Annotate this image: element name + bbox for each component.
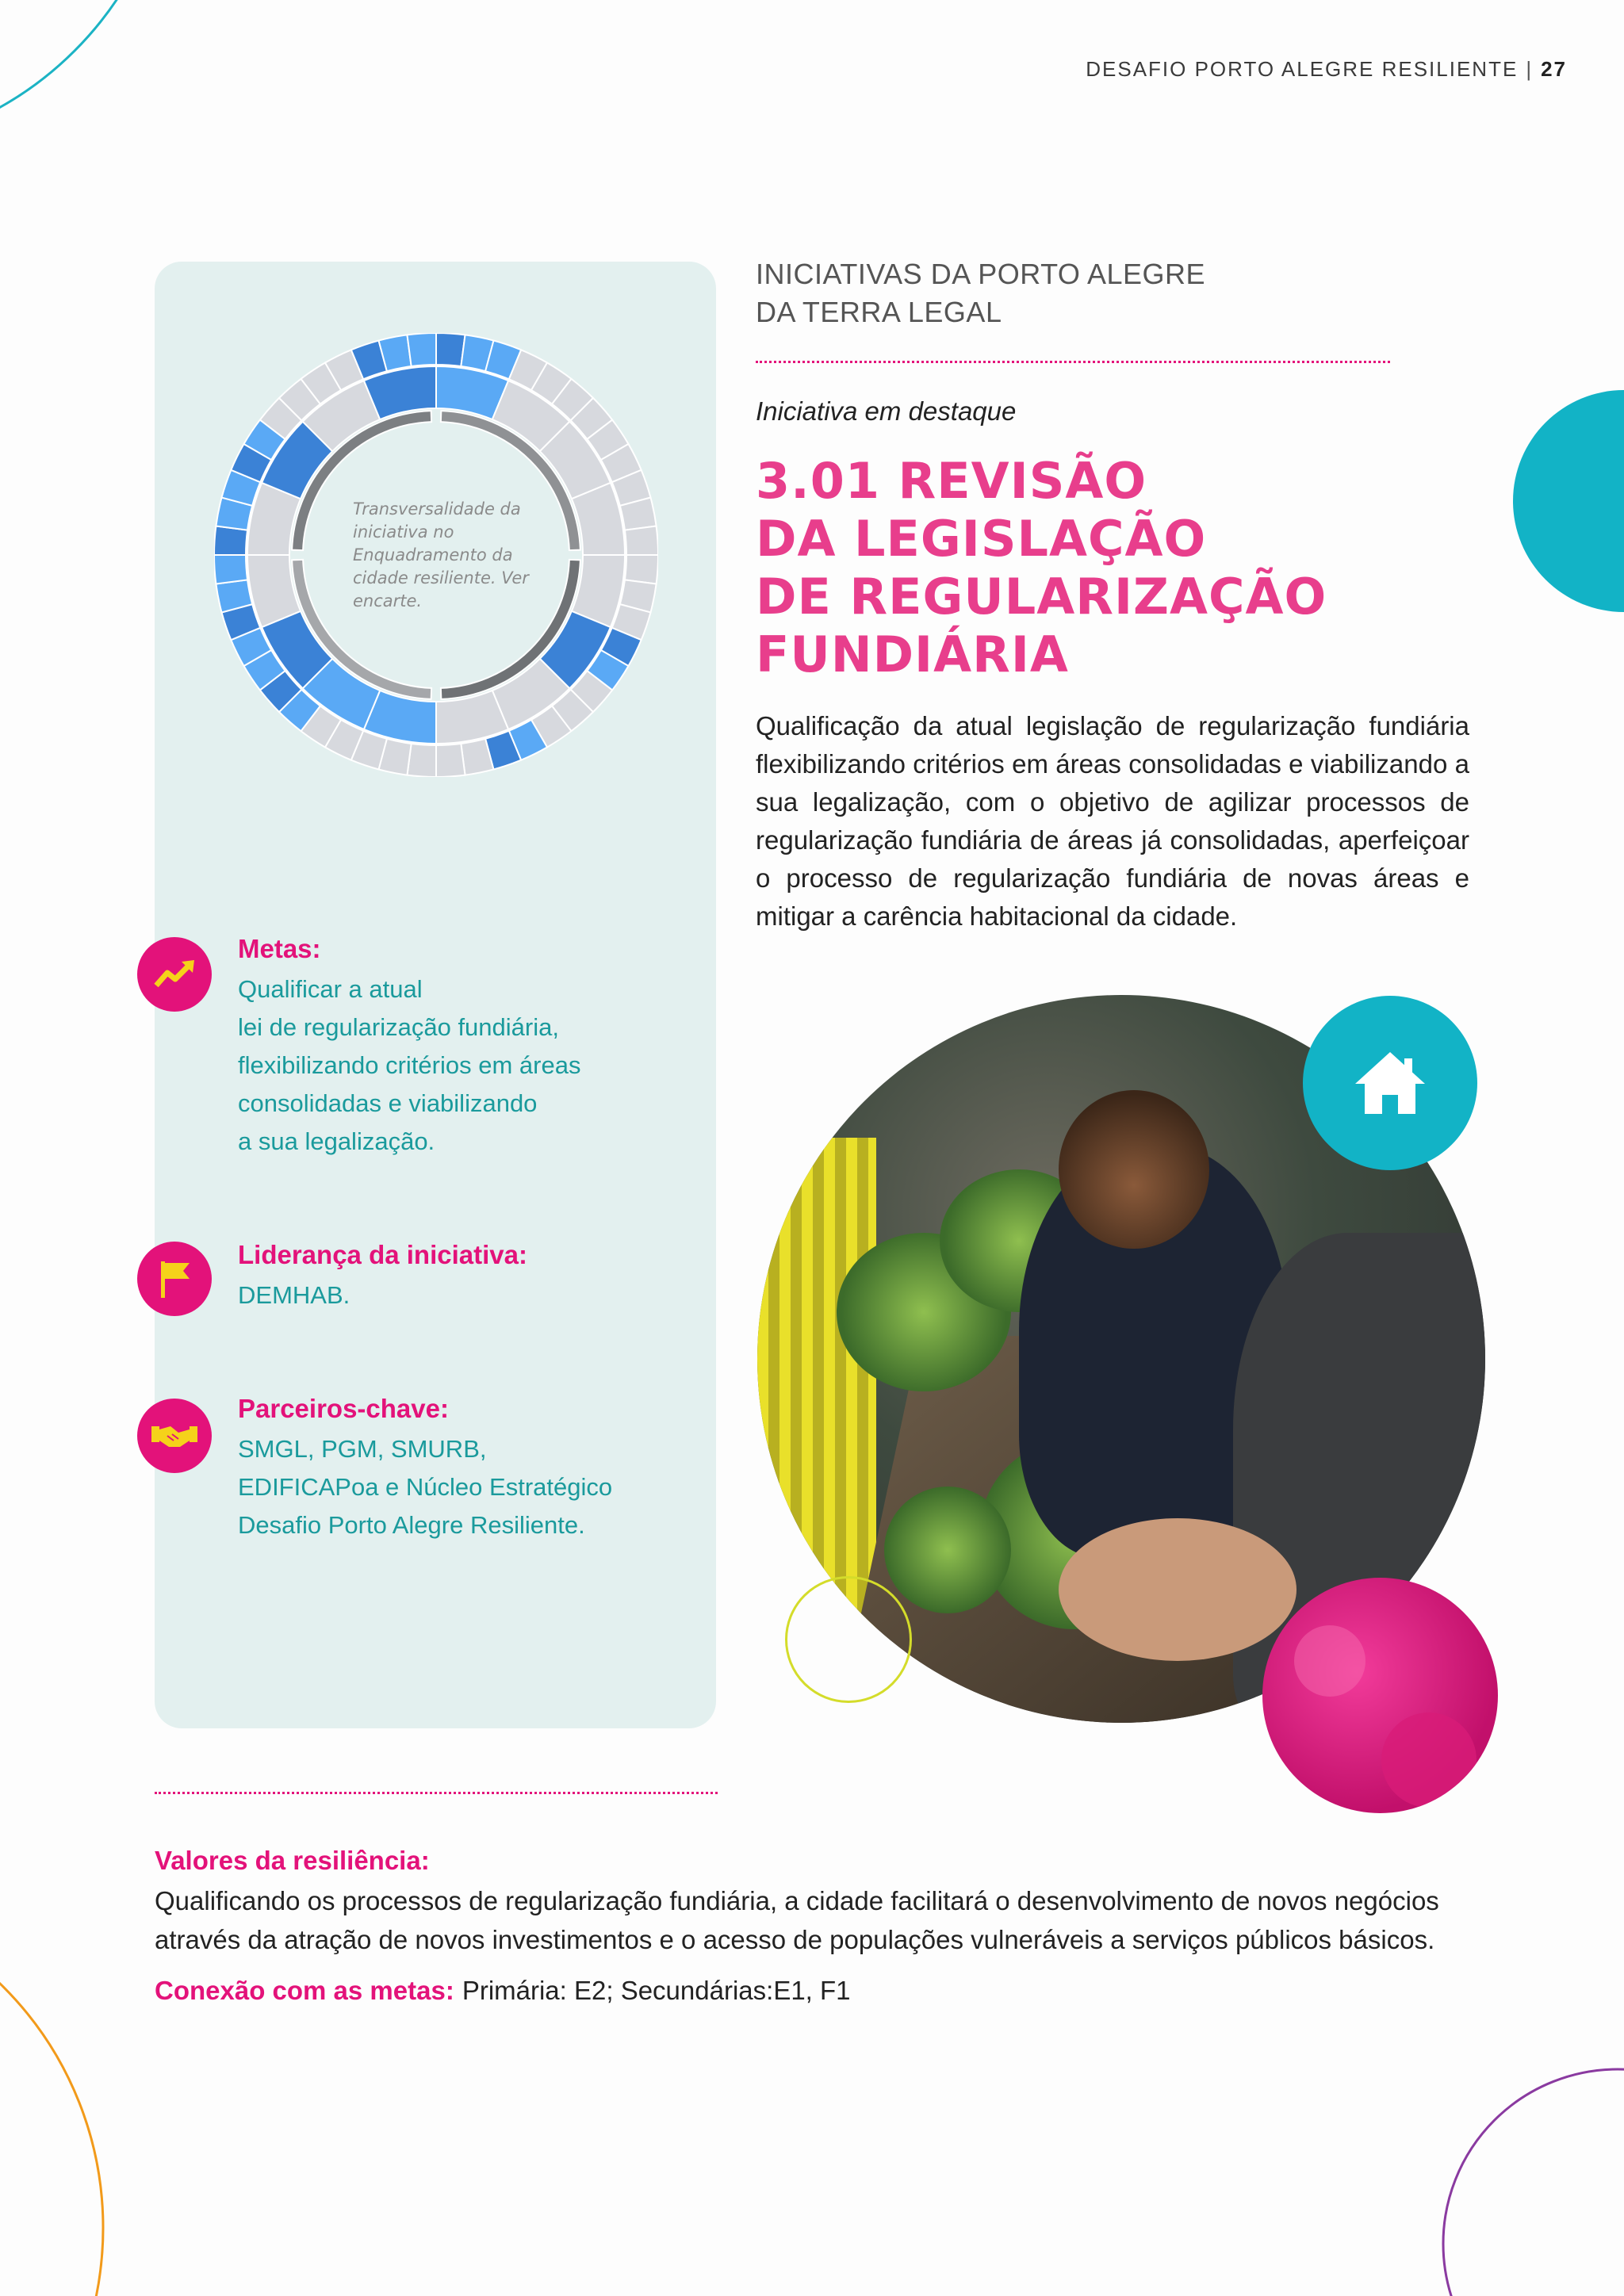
decorative-arc-bottom-left — [0, 1887, 135, 2296]
page-number: 27 — [1541, 57, 1567, 81]
trend-up-icon — [137, 937, 212, 1012]
featured-label: Iniciativa em destaque — [756, 396, 1017, 426]
decorative-yellow-ring — [785, 1576, 912, 1703]
donut-caption: Transversalidade da iniciativa no Enquadramento da cidade resiliente. Ver encarte. — [353, 499, 529, 610]
goals-connection-label: Conexão com as metas: — [155, 1976, 454, 2005]
initiative-description: Qualificação da atual legislação de regularização fundiária flexibilizando critérios em áreas consolidadas e viabilizando a sua legalização, com o objetivo de agilizar processos de regularização fundiária de áreas já consolidadas, aperfeiçoar o processo de regularização fundiária de novas áreas e mitigar a carência habitacional da cidade. — [756, 711, 1469, 931]
handshake-icon — [137, 1399, 212, 1473]
section-kicker: INICIATIVAS DA PORTO ALEGRE DA TERRA LEGAL — [756, 258, 1205, 328]
metas-title: Metas: — [238, 934, 321, 963]
parceiros-title: Parceiros-chave: — [238, 1394, 449, 1423]
running-header — [1086, 57, 1567, 82]
values-text: Qualificando os processos de regularização fundiária, a cidade facilitará o desenvolvimento de novos negócios através da atração de novos investimentos e o acesso de populações vulneráveis a serviços públicos básicos. — [155, 1886, 1439, 1954]
goals-connection-text: Primária: E2; Secundárias:E1, F1 — [462, 1976, 851, 2005]
kicker-divider — [756, 361, 1390, 363]
lideranca-title: Liderança da iniciativa: — [238, 1240, 527, 1269]
header-separator: | — [1526, 57, 1534, 81]
home-icon — [1303, 996, 1477, 1170]
decorative-arc-bottom-right — [1435, 2053, 1624, 2296]
decorative-magenta-disc — [1262, 1578, 1498, 1813]
publication-title: DESAFIO PORTO ALEGRE RESILIENTE — [1086, 57, 1519, 81]
initiative-headline: 3.01 REVISÃO DA LEGISLAÇÃO DE REGULARIZAÇÃO FUNDIÁRIA — [756, 452, 1327, 683]
lideranca-text: DEMHAB. — [238, 1281, 350, 1309]
flag-icon — [137, 1242, 212, 1316]
values-title: Valores da resiliência: — [155, 1846, 430, 1875]
values-divider — [155, 1792, 718, 1794]
parceiros-text: SMGL, PGM, SMURB, EDIFICAPoa e Núcleo Estratégico Desafio Porto Alegre Resiliente. — [238, 1435, 613, 1539]
goals-connection — [155, 1976, 851, 2006]
decorative-arc-top-left — [0, 0, 182, 159]
decorative-cyan-half-circle — [1513, 390, 1624, 612]
metas-text: Qualificar a atual lei de regularização fundiária, flexibilizando critérios em áreas consolidadas e viabilizando a sua legalização. — [238, 975, 581, 1155]
